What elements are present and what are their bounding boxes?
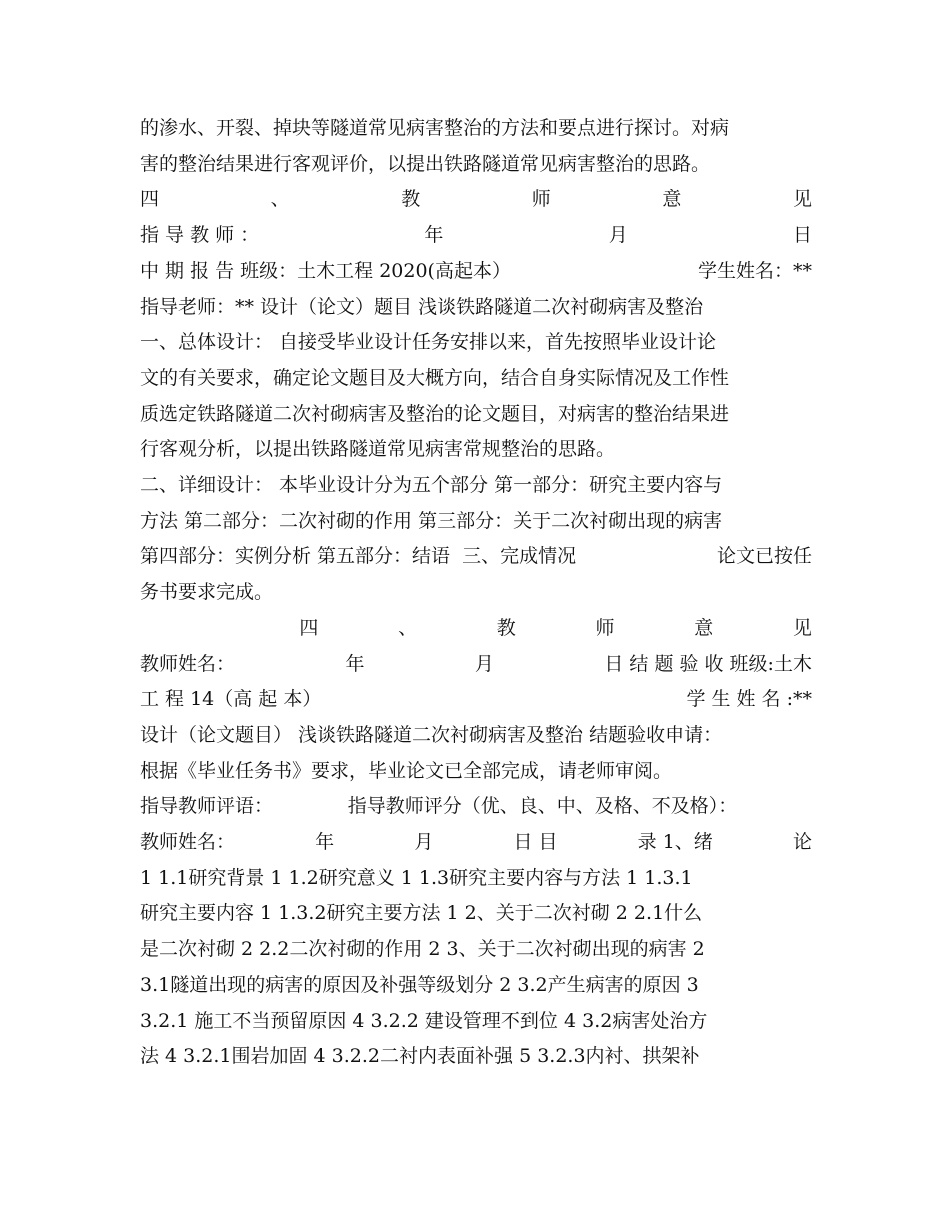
text-line: 设计（论文题目） 浅谈铁路隧道二次衬砌病害及整治 结题验收申请： — [140, 724, 723, 746]
text-segment: 见 — [792, 188, 812, 210]
text-segment: 学 生 姓 名 :** — [686, 688, 812, 710]
text-segment: 论 — [792, 831, 812, 853]
text-segment: 指导教师评分（优、良、中、及格、不及格）： — [347, 795, 738, 817]
text-segment: 、 — [270, 188, 290, 210]
text-segment: 工 程 14（高 起 本） — [140, 688, 322, 710]
text-line — [140, 540, 812, 572]
text-segment: 日 结 题 验 收 班级:土木 — [604, 653, 812, 675]
text-segment: 第四部分：实例分析 第五部分：结语 三、完成情况 — [140, 545, 577, 567]
text-segment: 教师姓名： — [140, 653, 236, 675]
text-segment: 中 期 报 告 班级：土木工程 2020(高起本） — [140, 260, 511, 282]
text-segment: 日 — [792, 224, 812, 246]
text-line: 根据《毕业任务书》要求，毕业论文已全部完成，请老师审阅。 — [140, 760, 673, 782]
text-line: 是二次衬砌 2 2.2二次衬砌的作用 2 3、关于二次衬砌出现的病害 2 — [140, 938, 705, 960]
text-segment: 指 导 教 师 ： — [140, 224, 260, 246]
text-line: 文的有关要求，确定论文题目及大概方向，结合自身实际情况及工作性 — [140, 367, 730, 389]
text-line: 3.1隧道出现的病害的原因及补强等级划分 2 3.2产生病害的原因 3 — [140, 974, 699, 996]
text-line: 一、总体设计： 自接受毕业设计任务安排以来，首先按照毕业设计论 — [140, 331, 717, 353]
text-segment: 教 — [496, 617, 516, 639]
text-segment: 师 — [595, 617, 615, 639]
text-line: 方法 第二部分：二次衬砌的作用 第三部分：关于二次衬砌出现的病害 — [140, 510, 723, 532]
text-segment: 年 — [424, 224, 444, 246]
text-line — [140, 826, 812, 858]
text-line — [140, 219, 812, 251]
text-segment: 年 — [345, 653, 365, 675]
text-line: 害的整治结果进行客观评价，以提出铁路隧道常见病害整治的思路。 — [140, 153, 711, 175]
text-line: 研究主要内容 1 1.3.2研究主要方法 1 2、关于二次衬砌 2 2.1什么 — [140, 902, 703, 924]
text-line — [140, 648, 812, 680]
text-line: 指导老师：** 设计（论文）题目 浅谈铁路隧道二次衬砌病害及整治 — [140, 296, 704, 318]
text-segment: 、 — [398, 617, 418, 639]
text-segment: 录 1、绪 — [637, 831, 713, 853]
text-line: 二、详细设计： 本毕业设计分为五个部分 第一部分：研究主要内容与 — [140, 474, 723, 496]
text-line: 务书要求完成。 — [140, 581, 274, 603]
text-segment: 师 — [531, 188, 551, 210]
text-line — [140, 683, 812, 715]
text-segment: 月 — [474, 653, 494, 675]
text-segment: 四 — [299, 617, 319, 639]
text-line — [140, 255, 812, 287]
text-segment: 意 — [662, 188, 682, 210]
text-segment: 论文已按任 — [716, 545, 812, 567]
text-segment: 月 — [414, 831, 434, 853]
text-line: 行客观分析，以提出铁路隧道常见病害常规整治的思路。 — [140, 438, 616, 460]
text-line — [140, 790, 812, 822]
text-segment: 学生姓名：** — [697, 260, 812, 282]
text-line — [140, 612, 812, 644]
text-segment: 教师姓名： — [140, 831, 236, 853]
text-segment: 日 目 — [513, 831, 558, 853]
text-segment: 意 — [694, 617, 714, 639]
text-line: 质选定铁路隧道二次衬砌病害及整治的论文题目，对病害的整治结果进 — [140, 403, 730, 425]
text-segment: 指导教师评语： — [140, 795, 274, 817]
text-segment: 月 — [608, 224, 628, 246]
text-line: 1 1.1研究背景 1 1.2研究意义 1 1.3研究主要内容与方法 1 1.3.1 — [140, 867, 693, 889]
text-line — [140, 183, 812, 215]
text-segment: 见 — [792, 617, 812, 639]
text-segment: 教 — [401, 188, 421, 210]
text-line: 3.2.1 施工不当预留原因 4 3.2.2 建设管理不到位 4 3.2病害处治方 — [140, 1010, 708, 1032]
text-segment: 四 — [140, 188, 160, 210]
text-line: 的渗水、开裂、掉块等隧道常见病害整治的方法和要点进行探讨。对病 — [140, 117, 730, 139]
text-line: 法 4 3.2.1围岩加固 4 3.2.2二衬内表面补强 5 3.2.3内衬、拱架补 — [140, 1045, 700, 1067]
text-segment: 年 — [315, 831, 335, 853]
